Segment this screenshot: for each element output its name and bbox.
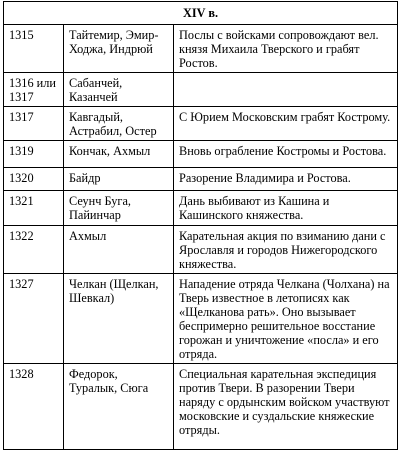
table-row — [4, 274, 398, 364]
year-cell: 1316 или 1317 — [4, 73, 64, 107]
year-cell: 1327 — [4, 274, 64, 364]
year-cell: 1319 — [4, 141, 64, 168]
year-cell: 1320 — [4, 168, 64, 191]
events-cell: Дань выбивают из Кашина и Кашинского княжества. — [174, 191, 398, 226]
table-row — [4, 25, 398, 73]
century-header: XIV в. — [4, 2, 398, 25]
names-cell: Сеунч Буга, Пайинчар — [64, 191, 174, 226]
year-cell: 1322 — [4, 226, 64, 274]
names-cell: Сабанчей, Казанчей — [64, 73, 174, 107]
table-header-row — [4, 2, 398, 25]
table-row — [4, 107, 398, 141]
table-row — [4, 141, 398, 168]
table-row — [4, 191, 398, 226]
events-cell — [174, 73, 398, 107]
year-cell: 1315 — [4, 25, 64, 73]
table-row — [4, 168, 398, 191]
table-row — [4, 73, 398, 107]
names-cell: Кавгадый, Астрабил, Остер — [64, 107, 174, 141]
events-cell: Разорение Владимира и Ростова. — [174, 168, 398, 191]
events-cell: Карательная акция по взиманию дани с Ярославля и городов Нижегородского княжества. — [174, 226, 398, 274]
events-cell: С Юрием Московским грабят Кострому. — [174, 107, 398, 141]
year-cell: 1317 — [4, 107, 64, 141]
names-cell: Ахмыл — [64, 226, 174, 274]
names-cell: Тайтемир, Эмир-Ходжа, Индрюй — [64, 25, 174, 73]
names-cell: Байдр — [64, 168, 174, 191]
chronology-table — [3, 1, 398, 450]
names-cell: Федорок, Туралык, Сюга — [64, 364, 174, 450]
names-cell: Кончак, Ахмыл — [64, 141, 174, 168]
year-cell: 1328 — [4, 364, 64, 450]
names-cell: Челкан (Щелкан, Шевкал) — [64, 274, 174, 364]
events-cell: Нападение отряда Челкана (Чолхана) на Тверь известное в летописях как «Щелканова рать». Оно вызывает беспримерно решительное восстание горожан и уничтожение «посла» и его отряда. — [174, 274, 398, 364]
events-cell: Специальная карательная экспедиция против Твери. В разорении Твери наряду с ордынским войском участвуют московские и суздальские княжеские отряды. — [174, 364, 398, 450]
year-cell: 1321 — [4, 191, 64, 226]
table-row — [4, 364, 398, 450]
events-cell: Послы с войсками сопровождают вел. князя Михаила Тверского и грабят Ростов. — [174, 25, 398, 73]
table-row — [4, 226, 398, 274]
events-cell: Вновь ограбление Костромы и Ростова. — [174, 141, 398, 168]
